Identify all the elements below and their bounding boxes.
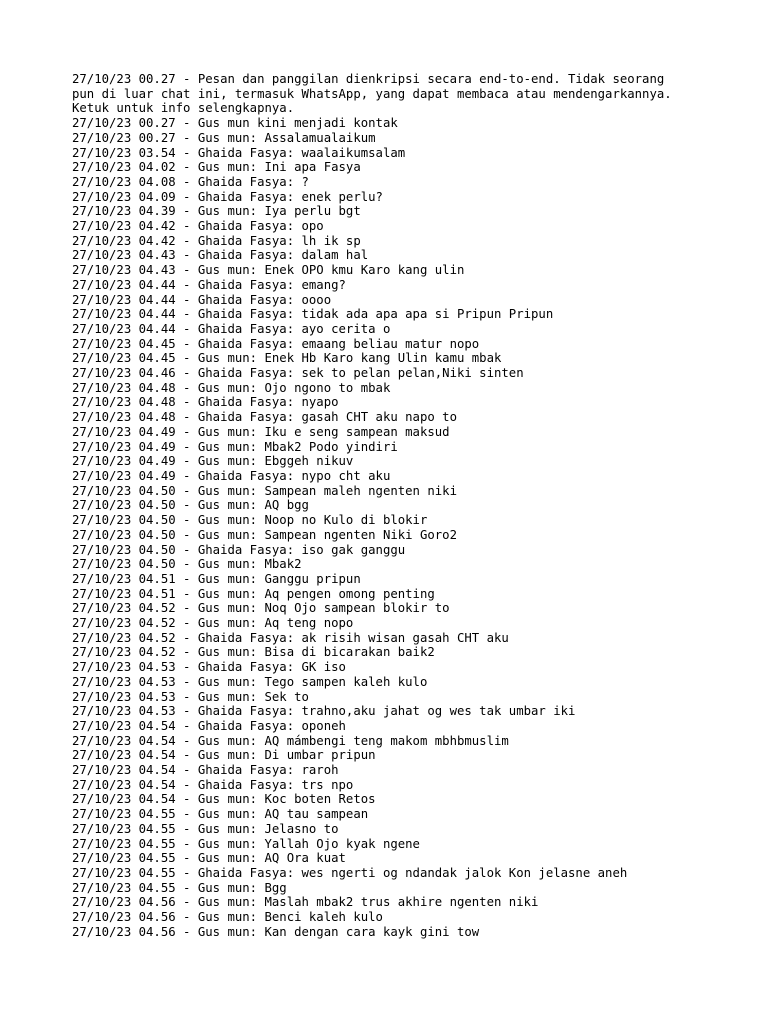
chat-message-line: 27/10/23 04.53 - Ghaida Fasya: GK iso	[72, 660, 346, 675]
chat-message-line: 27/10/23 04.55 - Gus mun: AQ tau sampean	[72, 807, 369, 822]
chat-message-line: 27/10/23 04.49 - Gus mun: Mbak2 Podo yindiri	[72, 439, 398, 454]
chat-message-line: 27/10/23 04.54 - Ghaida Fasya: trs npo	[72, 777, 354, 792]
chat-message-line: 27/10/23 04.44 - Ghaida Fasya: ayo cerita o	[72, 321, 391, 336]
chat-message-line: 27/10/23 04.50 - Gus mun: Sampean ngenten Niki Goro2	[72, 527, 457, 542]
chat-message-line: 27/10/23 04.48 - Ghaida Fasya: nyapo	[72, 395, 339, 410]
chat-message-line: 27/10/23 00.27 - Gus mun kini menjadi kontak	[72, 116, 398, 131]
chat-message-line: 27/10/23 04.54 - Gus mun: Koc boten Retos	[72, 792, 376, 807]
chat-message-line: 27/10/23 04.45 - Gus mun: Enek Hb Karo kang Ulin kamu mbak	[72, 351, 502, 366]
chat-message-line: 27/10/23 04.55 - Ghaida Fasya: wes ngerti og ndandak jalok Kon jelasne aneh	[72, 865, 628, 880]
chat-message-line: 27/10/23 04.53 - Ghaida Fasya: trahno,aku jahat og wes tak umbar iki	[72, 704, 576, 719]
chat-message-line: 27/10/23 04.53 - Gus mun: Tego sampen kaleh kulo	[72, 674, 428, 689]
system-notice-line: pun di luar chat ini, termasuk WhatsApp, yang dapat membaca atau mendengarkannya.	[72, 86, 672, 101]
chat-message-line: 27/10/23 04.54 - Gus mun: AQ mámbengi teng makom mbhbmuslim	[72, 733, 509, 748]
chat-message-line: 27/10/23 04.54 - Gus mun: Di umbar pripun	[72, 748, 376, 763]
chat-message-line: 27/10/23 04.48 - Ghaida Fasya: gasah CHT aku napo to	[72, 410, 457, 425]
chat-message-line: 27/10/23 04.56 - Gus mun: Benci kaleh kulo	[72, 910, 383, 925]
chat-message-line: 27/10/23 04.39 - Gus mun: Iya perlu bgt	[72, 204, 361, 219]
chat-message-line: 27/10/23 04.55 - Gus mun: Yallah Ojo kyak ngene	[72, 836, 420, 851]
chat-message-line: 27/10/23 04.51 - Gus mun: Aq pengen omong penting	[72, 586, 435, 601]
chat-message-line: 27/10/23 04.42 - Ghaida Fasya: lh ik sp	[72, 233, 361, 248]
chat-message-line: 27/10/23 04.49 - Gus mun: Iku e seng sampean maksud	[72, 424, 450, 439]
chat-message-line: 27/10/23 04.50 - Gus mun: AQ bgg	[72, 498, 309, 513]
system-notice-line: 27/10/23 00.27 - Pesan dan panggilan dienkripsi secara end-to-end. Tidak seorang	[72, 72, 665, 86]
chat-message-line: 27/10/23 04.46 - Ghaida Fasya: sek to pelan pelan,Niki sinten	[72, 366, 524, 381]
chat-message-line: 27/10/23 04.52 - Gus mun: Noq Ojo sampean blokir to	[72, 601, 450, 616]
chat-message-line: 27/10/23 04.50 - Gus mun: Mbak2	[72, 557, 302, 572]
chat-message-line: 27/10/23 04.50 - Gus mun: Sampean maleh ngenten niki	[72, 483, 457, 498]
chat-message-line: 27/10/23 04.49 - Ghaida Fasya: nypo cht aku	[72, 468, 391, 483]
chat-message-line: 27/10/23 04.55 - Gus mun: Bgg	[72, 880, 287, 895]
chat-message-line: 27/10/23 04.43 - Ghaida Fasya: dalam hal	[72, 248, 369, 263]
system-notice-line: Ketuk untuk info selengkapnya.	[72, 101, 295, 116]
chat-message-line: 27/10/23 04.55 - Gus mun: AQ Ora kuat	[72, 851, 346, 866]
chat-message-line: 27/10/23 04.50 - Gus mun: Noop no Kulo di blokir	[72, 513, 428, 528]
chat-message-line: 27/10/23 04.48 - Gus mun: Ojo ngono to mbak	[72, 380, 391, 395]
chat-message-line: 27/10/23 04.52 - Ghaida Fasya: ak risih wisan gasah CHT aku	[72, 630, 509, 645]
chat-message-line: 27/10/23 04.02 - Gus mun: Ini apa Fasya	[72, 160, 361, 175]
chat-message-line: 27/10/23 04.44 - Ghaida Fasya: oooo	[72, 292, 332, 307]
chat-message-line: 27/10/23 04.54 - Ghaida Fasya: oponeh	[72, 718, 346, 733]
chat-message-line: 27/10/23 04.09 - Ghaida Fasya: enek perlu?	[72, 189, 383, 204]
chat-message-line: 27/10/23 04.43 - Gus mun: Enek OPO kmu Karo kang ulin	[72, 263, 465, 278]
chat-transcript	[72, 72, 712, 939]
chat-message-line: 27/10/23 04.54 - Ghaida Fasya: raroh	[72, 763, 339, 778]
chat-message-line: 27/10/23 04.49 - Gus mun: Ebggeh nikuv	[72, 454, 354, 469]
chat-message-line: 27/10/23 04.56 - Gus mun: Maslah mbak2 trus akhire ngenten niki	[72, 895, 539, 910]
chat-message-line: 27/10/23 04.51 - Gus mun: Ganggu pripun	[72, 571, 361, 586]
chat-message-line: 27/10/23 04.44 - Ghaida Fasya: emang?	[72, 277, 346, 292]
chat-message-line: 27/10/23 04.52 - Gus mun: Aq teng nopo	[72, 616, 354, 631]
chat-message-line: 27/10/23 04.08 - Ghaida Fasya: ?	[72, 174, 309, 189]
chat-message-line: 27/10/23 04.56 - Gus mun: Kan dengan cara kayk gini tow	[72, 924, 480, 939]
chat-message-line: 27/10/23 03.54 - Ghaida Fasya: waalaikumsalam	[72, 145, 406, 160]
chat-message-line: 27/10/23 04.45 - Ghaida Fasya: emaang beliau matur nopo	[72, 336, 480, 351]
chat-message-line: 27/10/23 04.42 - Ghaida Fasya: opo	[72, 219, 324, 234]
chat-message-line: 27/10/23 04.52 - Gus mun: Bisa di bicarakan baik2	[72, 645, 435, 660]
chat-message-line: 27/10/23 04.44 - Ghaida Fasya: tidak ada apa apa si Pripun Pripun	[72, 307, 554, 322]
chat-message-line: 27/10/23 04.50 - Ghaida Fasya: iso gak ganggu	[72, 542, 406, 557]
chat-message-line: 27/10/23 04.53 - Gus mun: Sek to	[72, 689, 309, 704]
chat-message-line: 27/10/23 04.55 - Gus mun: Jelasno to	[72, 821, 339, 836]
chat-message-line: 27/10/23 00.27 - Gus mun: Assalamualaikum	[72, 130, 376, 145]
